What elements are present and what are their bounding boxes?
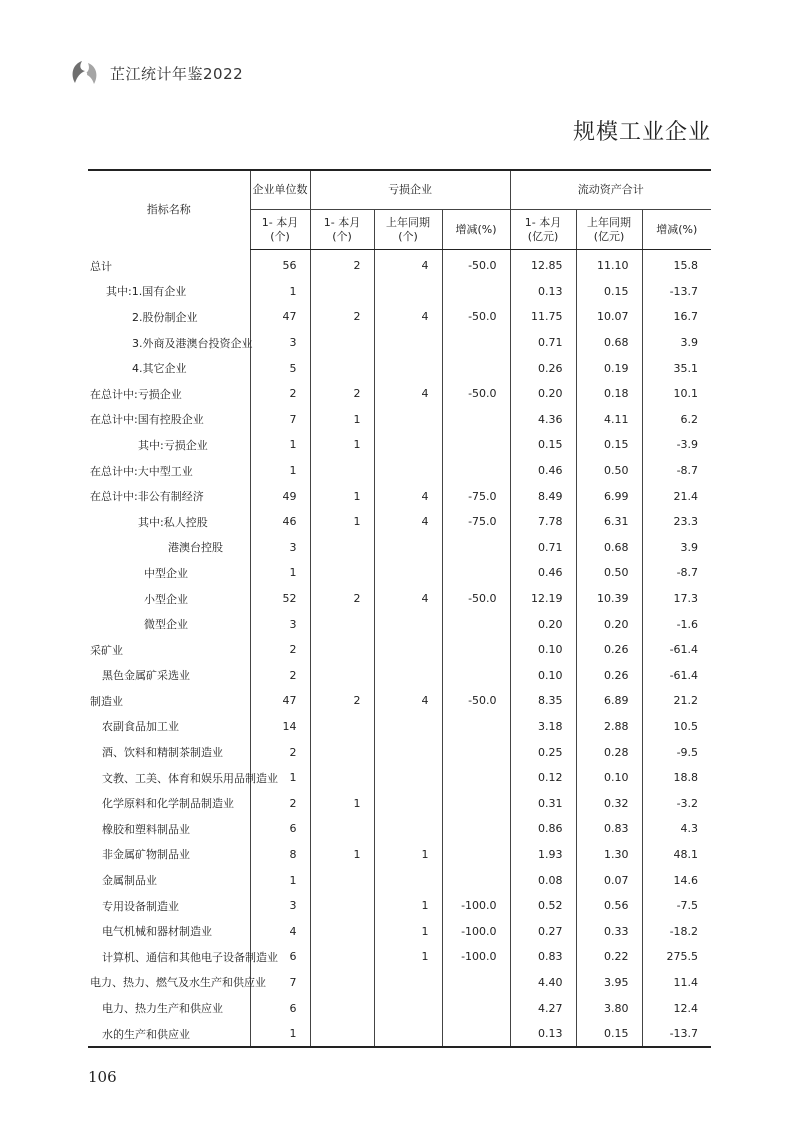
cell-loss-change (442, 407, 510, 433)
cell-assets-prev-year: 0.26 (576, 637, 642, 663)
row-label: 金属制品业 (102, 874, 157, 888)
cell-loss-prev-year (374, 458, 442, 484)
row-label: 非金属矿物制品业 (102, 848, 190, 862)
cell-loss-ytd (310, 739, 374, 765)
section-title: 规模工业企业 (572, 120, 711, 145)
cell-loss-ytd: 2 (310, 688, 374, 714)
table-row (88, 944, 711, 970)
cell-assets-change: 3.9 (642, 330, 711, 356)
cell-assets-change: -13.7 (642, 1021, 711, 1048)
cell-enterprise-count: 2 (250, 663, 310, 689)
cell-loss-change (442, 330, 510, 356)
cell-loss-ytd (310, 1021, 374, 1048)
cell-enterprise-count: 46 (250, 509, 310, 535)
cell-loss-prev-year (374, 663, 442, 689)
row-label: 专用设备制造业 (102, 899, 179, 913)
row-label: 港澳台控股 (168, 541, 223, 555)
cell-assets-ytd: 0.25 (510, 739, 576, 765)
cell-assets-ytd: 0.08 (510, 867, 576, 893)
row-label: 微型企业 (144, 618, 188, 632)
cell-assets-change: 10.1 (642, 381, 711, 407)
cell-loss-change (442, 535, 510, 561)
cell-assets-prev-year: 0.19 (576, 355, 642, 381)
table-row (88, 1021, 711, 1048)
cell-loss-change (442, 432, 510, 458)
cell-assets-change: 275.5 (642, 944, 711, 970)
cell-loss-prev-year (374, 535, 442, 561)
cell-assets-change: -18.2 (642, 918, 711, 944)
cell-enterprise-count: 1 (250, 279, 310, 305)
row-label: 在总计中:大中型工业 (90, 464, 193, 478)
cell-loss-prev-year: 1 (374, 944, 442, 970)
cell-assets-ytd: 3.18 (510, 714, 576, 740)
cell-loss-ytd: 1 (310, 432, 374, 458)
cell-assets-change: -9.5 (642, 739, 711, 765)
cell-loss-prev-year (374, 790, 442, 816)
cell-assets-ytd: 0.13 (510, 279, 576, 305)
row-label: 其中:1.国有企业 (106, 285, 187, 299)
cell-assets-prev-year: 0.15 (576, 432, 642, 458)
table-row (88, 407, 711, 433)
cell-enterprise-count: 8 (250, 842, 310, 868)
cell-enterprise-count: 2 (250, 637, 310, 663)
cell-assets-ytd: 0.71 (510, 535, 576, 561)
cell-loss-ytd (310, 330, 374, 356)
cell-enterprise-count: 6 (250, 944, 310, 970)
cell-enterprise-count: 4 (250, 918, 310, 944)
cell-loss-change: -50.0 (442, 250, 510, 279)
cell-loss-ytd: 1 (310, 509, 374, 535)
cell-enterprise-count: 2 (250, 790, 310, 816)
cell-assets-change: 21.4 (642, 483, 711, 509)
table-row (88, 714, 711, 740)
cell-loss-prev-year: 4 (374, 509, 442, 535)
cell-assets-change: -1.6 (642, 611, 711, 637)
cell-assets-change: 18.8 (642, 765, 711, 791)
row-label: 在总计中:国有控股企业 (90, 413, 204, 427)
cell-assets-change: -7.5 (642, 893, 711, 919)
cell-assets-prev-year: 0.15 (576, 279, 642, 305)
table-row (88, 279, 711, 305)
cell-assets-change: 21.2 (642, 688, 711, 714)
header-assets-change: 增减(%) (642, 210, 711, 250)
cell-assets-ytd: 0.26 (510, 355, 576, 381)
table-row (88, 560, 711, 586)
cell-assets-ytd: 0.12 (510, 765, 576, 791)
row-label: 农副食品加工业 (102, 720, 179, 734)
cell-loss-prev-year: 1 (374, 893, 442, 919)
cell-assets-prev-year: 0.26 (576, 663, 642, 689)
table-row (88, 483, 711, 509)
header-current-assets: 流动资产合计 (510, 170, 711, 210)
cell-loss-change: -50.0 (442, 304, 510, 330)
header-loss-change: 增减(%) (442, 210, 510, 250)
row-label: 文教、工美、体育和娱乐用品制造业 (102, 771, 278, 785)
cell-assets-prev-year: 0.68 (576, 535, 642, 561)
table-row (88, 637, 711, 663)
cell-loss-change (442, 970, 510, 996)
cell-loss-prev-year (374, 765, 442, 791)
cell-enterprise-count: 7 (250, 970, 310, 996)
cell-enterprise-count: 3 (250, 535, 310, 561)
cell-loss-change: -50.0 (442, 688, 510, 714)
row-label: 黑色金属矿采选业 (102, 669, 190, 683)
cell-assets-change: -8.7 (642, 458, 711, 484)
cell-enterprise-count: 6 (250, 816, 310, 842)
page-number: 106 (88, 1068, 117, 1086)
cell-assets-change: 10.5 (642, 714, 711, 740)
cell-loss-prev-year: 4 (374, 483, 442, 509)
cell-assets-change: -8.7 (642, 560, 711, 586)
cell-loss-change (442, 637, 510, 663)
row-label: 2.股份制企业 (132, 310, 198, 324)
cell-loss-change (442, 279, 510, 305)
cell-enterprise-count: 1 (250, 1021, 310, 1048)
cell-loss-ytd: 2 (310, 586, 374, 612)
cell-loss-prev-year: 4 (374, 688, 442, 714)
table-row (88, 918, 711, 944)
cell-assets-change: 6.2 (642, 407, 711, 433)
cell-assets-ytd: 0.15 (510, 432, 576, 458)
cell-loss-prev-year (374, 432, 442, 458)
cell-enterprise-count: 1 (250, 765, 310, 791)
cell-loss-prev-year (374, 995, 442, 1021)
cell-enterprise-count: 47 (250, 688, 310, 714)
cell-enterprise-count: 5 (250, 355, 310, 381)
cell-assets-prev-year: 10.39 (576, 586, 642, 612)
table-row (88, 535, 711, 561)
cell-assets-change: 35.1 (642, 355, 711, 381)
book-title: 芷江统计年鉴2022 (110, 64, 244, 83)
cell-assets-ytd: 1.93 (510, 842, 576, 868)
table-row (88, 663, 711, 689)
cell-assets-change: 3.9 (642, 535, 711, 561)
cell-assets-prev-year: 0.50 (576, 458, 642, 484)
cell-assets-change: 11.4 (642, 970, 711, 996)
cell-loss-ytd: 1 (310, 842, 374, 868)
cell-assets-ytd: 12.85 (510, 250, 576, 279)
row-label: 其中:亏损企业 (138, 438, 208, 452)
cell-assets-ytd: 0.20 (510, 381, 576, 407)
cell-assets-prev-year: 0.68 (576, 330, 642, 356)
cell-loss-change: -50.0 (442, 586, 510, 612)
table-row (88, 816, 711, 842)
cell-enterprise-count: 1 (250, 432, 310, 458)
table-row (88, 458, 711, 484)
table-row (88, 586, 711, 612)
cell-assets-prev-year: 4.11 (576, 407, 642, 433)
cell-assets-change: 17.3 (642, 586, 711, 612)
table-row (88, 688, 711, 714)
cell-loss-ytd (310, 970, 374, 996)
cell-assets-prev-year: 10.07 (576, 304, 642, 330)
cell-enterprise-count: 3 (250, 611, 310, 637)
table-row (88, 790, 711, 816)
cell-enterprise-count: 2 (250, 739, 310, 765)
cell-loss-prev-year: 1 (374, 918, 442, 944)
cell-loss-change: -75.0 (442, 483, 510, 509)
cell-assets-prev-year: 0.50 (576, 560, 642, 586)
cell-assets-prev-year: 3.95 (576, 970, 642, 996)
table-row (88, 432, 711, 458)
cell-loss-change (442, 611, 510, 637)
cell-loss-prev-year (374, 330, 442, 356)
row-label: 总计 (90, 259, 112, 273)
cell-assets-prev-year: 0.32 (576, 790, 642, 816)
cell-assets-change: 48.1 (642, 842, 711, 868)
row-label: 在总计中:亏损企业 (90, 387, 182, 401)
cell-assets-ytd: 11.75 (510, 304, 576, 330)
cell-loss-prev-year (374, 816, 442, 842)
cell-assets-change: 15.8 (642, 250, 711, 279)
cell-loss-change (442, 842, 510, 868)
cell-assets-prev-year: 0.28 (576, 739, 642, 765)
cell-loss-change (442, 816, 510, 842)
table-row (88, 765, 711, 791)
row-label: 电力、热力生产和供应业 (102, 1002, 223, 1016)
cell-enterprise-count: 1 (250, 867, 310, 893)
cell-assets-prev-year: 0.20 (576, 611, 642, 637)
cell-assets-change: 23.3 (642, 509, 711, 535)
cell-loss-ytd (310, 765, 374, 791)
cell-loss-ytd (310, 535, 374, 561)
table-row (88, 970, 711, 996)
table-row (88, 250, 711, 279)
cell-enterprise-count: 14 (250, 714, 310, 740)
row-label: 中型企业 (144, 566, 188, 580)
cell-loss-ytd: 1 (310, 407, 374, 433)
cell-assets-ytd: 0.83 (510, 944, 576, 970)
cell-assets-prev-year: 0.15 (576, 1021, 642, 1048)
cell-loss-change (442, 1021, 510, 1048)
cell-assets-change: 4.3 (642, 816, 711, 842)
cell-enterprise-count: 6 (250, 995, 310, 1021)
table-row (88, 893, 711, 919)
cell-loss-prev-year (374, 637, 442, 663)
cell-assets-ytd: 4.40 (510, 970, 576, 996)
cell-loss-change (442, 995, 510, 1021)
cell-loss-ytd (310, 560, 374, 586)
cell-assets-prev-year: 0.18 (576, 381, 642, 407)
cell-loss-change (442, 714, 510, 740)
cell-loss-ytd: 1 (310, 790, 374, 816)
header-loss-ytd: 1- 本月 (个) (310, 210, 374, 250)
row-label: 4.其它企业 (132, 362, 187, 376)
cell-assets-ytd: 0.52 (510, 893, 576, 919)
cell-assets-ytd: 7.78 (510, 509, 576, 535)
cell-loss-prev-year: 1 (374, 842, 442, 868)
industrial-enterprise-table (88, 169, 711, 1048)
cell-loss-change (442, 867, 510, 893)
cell-assets-ytd: 8.35 (510, 688, 576, 714)
cell-loss-prev-year (374, 1021, 442, 1048)
row-label: 酒、饮料和精制茶制造业 (102, 746, 223, 760)
cell-assets-ytd: 12.19 (510, 586, 576, 612)
cell-assets-prev-year: 11.10 (576, 250, 642, 279)
table-row (88, 842, 711, 868)
cell-loss-prev-year (374, 739, 442, 765)
cell-enterprise-count: 1 (250, 458, 310, 484)
cell-loss-change: -100.0 (442, 893, 510, 919)
yearbook-logo-icon (68, 58, 102, 88)
cell-loss-change (442, 355, 510, 381)
cell-loss-ytd (310, 355, 374, 381)
cell-assets-prev-year: 6.89 (576, 688, 642, 714)
cell-enterprise-count: 49 (250, 483, 310, 509)
cell-assets-prev-year: 1.30 (576, 842, 642, 868)
cell-assets-ytd: 0.27 (510, 918, 576, 944)
table-row (88, 739, 711, 765)
cell-assets-prev-year: 2.88 (576, 714, 642, 740)
row-label: 橡胶和塑料制品业 (102, 822, 190, 836)
table-row (88, 995, 711, 1021)
cell-loss-prev-year (374, 560, 442, 586)
cell-loss-ytd (310, 893, 374, 919)
cell-assets-change: 16.7 (642, 304, 711, 330)
cell-loss-change (442, 790, 510, 816)
cell-loss-change: -100.0 (442, 918, 510, 944)
cell-loss-change: -100.0 (442, 944, 510, 970)
cell-enterprise-count: 47 (250, 304, 310, 330)
header-loss-prev-year: 上年同期 (个) (374, 210, 442, 250)
cell-loss-ytd: 2 (310, 304, 374, 330)
cell-loss-prev-year (374, 407, 442, 433)
cell-enterprise-count: 7 (250, 407, 310, 433)
cell-loss-ytd: 2 (310, 381, 374, 407)
row-label: 化学原料和化学制品制造业 (102, 797, 234, 811)
cell-loss-prev-year (374, 279, 442, 305)
cell-assets-prev-year: 0.56 (576, 893, 642, 919)
cell-loss-change: -75.0 (442, 509, 510, 535)
row-label: 制造业 (90, 694, 123, 708)
row-label: 电气机械和器材制造业 (102, 925, 212, 939)
cell-assets-ytd: 0.13 (510, 1021, 576, 1048)
cell-assets-prev-year: 0.10 (576, 765, 642, 791)
table-row (88, 355, 711, 381)
cell-assets-change: -61.4 (642, 637, 711, 663)
cell-loss-ytd (310, 637, 374, 663)
cell-assets-prev-year: 0.83 (576, 816, 642, 842)
row-label: 小型企业 (144, 592, 188, 606)
cell-loss-change: -50.0 (442, 381, 510, 407)
cell-enterprise-count: 2 (250, 381, 310, 407)
header-assets-prev-year: 上年同期 (亿元) (576, 210, 642, 250)
cell-assets-prev-year: 6.31 (576, 509, 642, 535)
cell-assets-prev-year: 3.80 (576, 995, 642, 1021)
cell-loss-prev-year: 4 (374, 250, 442, 279)
cell-loss-change (442, 765, 510, 791)
cell-loss-ytd (310, 944, 374, 970)
row-label: 其中:私人控股 (138, 515, 208, 529)
cell-enterprise-count: 56 (250, 250, 310, 279)
cell-assets-ytd: 0.46 (510, 560, 576, 586)
cell-assets-prev-year: 6.99 (576, 483, 642, 509)
table-row (88, 381, 711, 407)
cell-loss-change (442, 458, 510, 484)
cell-assets-ytd: 0.10 (510, 663, 576, 689)
row-label: 电力、热力、燃气及水生产和供应业 (90, 976, 266, 990)
table-row (88, 330, 711, 356)
cell-loss-ytd: 2 (310, 250, 374, 279)
cell-assets-ytd: 0.20 (510, 611, 576, 637)
cell-assets-change: -13.7 (642, 279, 711, 305)
cell-loss-ytd (310, 458, 374, 484)
cell-loss-prev-year (374, 867, 442, 893)
cell-loss-prev-year (374, 970, 442, 996)
cell-assets-ytd: 8.49 (510, 483, 576, 509)
cell-loss-prev-year: 4 (374, 586, 442, 612)
cell-assets-ytd: 4.27 (510, 995, 576, 1021)
header-indicator-name: 指标名称 (88, 170, 250, 250)
row-label: 采矿业 (90, 643, 123, 657)
table-row (88, 304, 711, 330)
cell-loss-prev-year: 4 (374, 304, 442, 330)
cell-loss-change (442, 560, 510, 586)
cell-loss-prev-year (374, 714, 442, 740)
row-label: 在总计中:非公有制经济 (90, 490, 204, 504)
cell-loss-ytd (310, 867, 374, 893)
cell-enterprise-count: 1 (250, 560, 310, 586)
cell-loss-ytd (310, 714, 374, 740)
table-row (88, 509, 711, 535)
cell-loss-prev-year (374, 611, 442, 637)
cell-enterprise-count: 3 (250, 893, 310, 919)
header-count-ytd: 1- 本月 (个) (250, 210, 310, 250)
row-label: 计算机、通信和其他电子设备制造业 (102, 950, 278, 964)
cell-loss-ytd (310, 663, 374, 689)
cell-assets-change: 12.4 (642, 995, 711, 1021)
cell-assets-change: -3.2 (642, 790, 711, 816)
cell-assets-ytd: 0.10 (510, 637, 576, 663)
header-enterprise-count: 企业单位数 (250, 170, 310, 210)
table-row (88, 611, 711, 637)
row-label: 3.外商及港澳台投资企业 (132, 336, 253, 350)
cell-assets-change: 14.6 (642, 867, 711, 893)
cell-assets-ytd: 0.31 (510, 790, 576, 816)
running-header (68, 58, 243, 88)
cell-enterprise-count: 3 (250, 330, 310, 356)
cell-assets-prev-year: 0.07 (576, 867, 642, 893)
table-row (88, 867, 711, 893)
cell-enterprise-count: 52 (250, 586, 310, 612)
cell-assets-change: -3.9 (642, 432, 711, 458)
cell-assets-prev-year: 0.22 (576, 944, 642, 970)
cell-loss-prev-year: 4 (374, 381, 442, 407)
header-assets-ytd: 1- 本月 (亿元) (510, 210, 576, 250)
cell-assets-prev-year: 0.33 (576, 918, 642, 944)
cell-loss-ytd (310, 279, 374, 305)
cell-loss-ytd (310, 611, 374, 637)
cell-loss-change (442, 739, 510, 765)
row-label: 水的生产和供应业 (88, 1021, 250, 1048)
cell-assets-ytd: 0.86 (510, 816, 576, 842)
cell-loss-ytd: 1 (310, 483, 374, 509)
cell-loss-change (442, 663, 510, 689)
cell-loss-ytd (310, 816, 374, 842)
header-loss-enterprises: 亏损企业 (310, 170, 510, 210)
cell-assets-ytd: 0.71 (510, 330, 576, 356)
cell-assets-ytd: 0.46 (510, 458, 576, 484)
cell-loss-ytd (310, 995, 374, 1021)
cell-loss-prev-year (374, 355, 442, 381)
cell-assets-ytd: 4.36 (510, 407, 576, 433)
cell-loss-ytd (310, 918, 374, 944)
cell-assets-change: -61.4 (642, 663, 711, 689)
